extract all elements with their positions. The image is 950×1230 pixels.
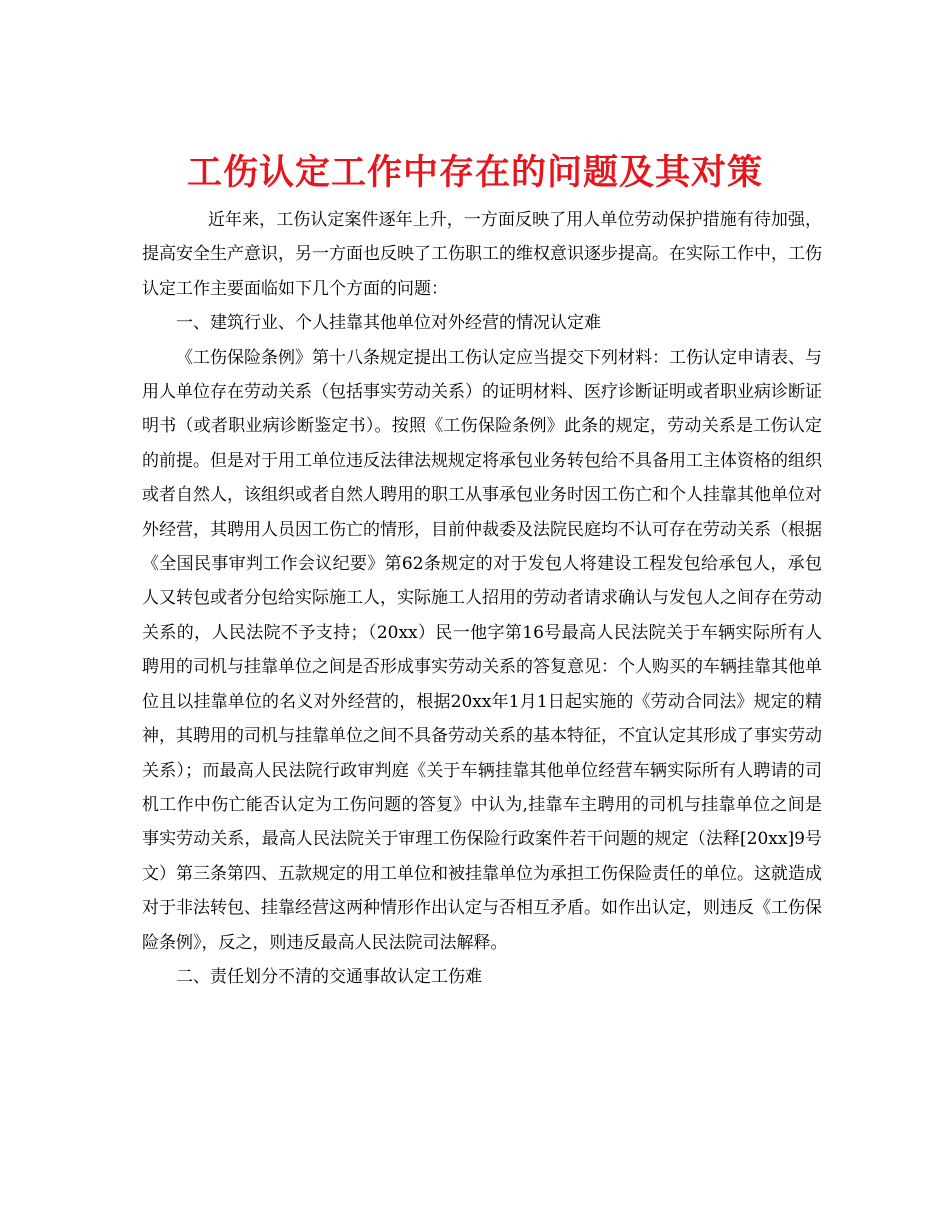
intro-paragraph: 近年来，工伤认定案件逐年上升，一方面反映了用人单位劳动保护措施有待加强，提高安全生产意识，另一方面也反映了工伤职工的维权意识逐步提高。在实际工作中，工伤认定工作主要面临如下几个方面的问题： — [142, 210, 822, 299]
section-heading-1: 一、建筑行业、个人挂靠其他单位对外经营的情况认定难 — [176, 313, 601, 334]
document-body — [142, 203, 822, 994]
section-heading-2: 二、责任划分不清的交通事故认定工伤难 — [176, 966, 482, 987]
document-title: 工伤认定工作中存在的问题及其对策 — [186, 152, 763, 194]
body-paragraph: 《工伤保险条例》第十八条规定提出工伤认定应当提交下列材料：工伤认定申请表、与用人单位存在劳动关系（包括事实劳动关系）的证明材料、医疗诊断证明或者职业病诊断证明书（或者职业病诊断鉴定书）。按照《工伤保险条例》此条的规定，劳动关系是工伤认定的前提。但是对于用工单位违反法律法规规定将承包业务转包给不具备用工主体资格的组织或者自然人，该组织或者自然人聘用的职工从事承包业务时因工伤亡和个人挂靠其他单位对外经营，其聘用人员因工伤亡的情形，目前仲裁委及法院民庭均不认可存在劳动关系（根据《全国民事审判工作会议纪要》第62条规定的对于发包人将建设工程发包给承包人，承包人又转包或者分包给实际施工人，实际施工人招用的劳动者请求确认与发包人之间存在劳动关系的，人民法院不予支持；（20xx）民一他字第16号最高人民法院关于车辆实际所有人聘用的司机与挂靠单位之间是否形成事实劳动关系的答复意见：个人购买的车辆挂靠其他单位且以挂靠单位的名义对外经营的，根据20xx年1月1日起实施的《劳动合同法》规定的精神，其聘用的司机与挂靠单位之间不具备劳动关系的基本特征，不宜认定其形成了事实劳动关系）；而最高人民法院行政审判庭《关于车辆挂靠其他单位经营车辆实际所有人聘请的司机工作中伤亡能否认定为工伤问题的答复》中认为,挂靠车主聘用的司机与挂靠单位之间是事实劳动关系，最高人民法院关于审理工伤保险行政案件若干问题的规定（法释[20xx]9号文）第三条第四、五款规定的用工单位和被挂靠单位为承担工伤保险责任的单位。这就造成对于非法转包、挂靠经营这两种情形作出认定与否相互矛盾。如作出认定，则违反《工伤保险条例》，反之，则违反最高人民法院司法解释。 — [142, 347, 822, 953]
